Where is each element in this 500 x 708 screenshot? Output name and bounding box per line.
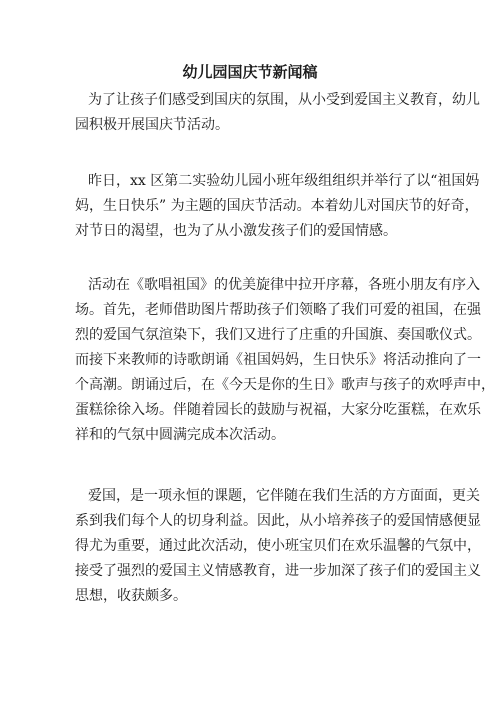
paragraph-line: 系到我们每个人的切身利益。因此，从小培养孩子的爱国情感便显: [75, 513, 481, 529]
paragraph-line: 烈的爱国气氛渲染下，我们又进行了庄重的升国旗、奏国歌仪式。: [75, 327, 481, 343]
paragraph-line: 得尤为重要，通过此次活动，使小班宝贝们在欢乐温馨的气氛中，: [75, 538, 481, 554]
paragraph-line: 而接下来教师的诗歌朗诵《祖国妈妈，生日快乐》将活动推向了一: [75, 352, 481, 368]
paragraph-event: [75, 169, 480, 244]
paragraph-line: 为了让孩子们感受到国庆的氛围，从小受到爱国主义教育，幼儿: [88, 92, 480, 108]
paragraph-line: 思想，收获颇多。: [75, 588, 187, 604]
paragraph-activity: [75, 273, 495, 448]
paragraph-line: 妈，生日快乐” 为主题的国庆节活动。本着幼儿对国庆节的好奇，: [75, 198, 479, 214]
paragraph-line: 昨日，xx 区第二实验幼儿园小班年级组组织并举行了以“祖国妈: [88, 173, 480, 189]
paragraph-line: 爱国，是一项永恒的课题，它伴随在我们生活的方方面面，更关: [88, 488, 480, 504]
paragraph-line: 园积极开展国庆节活动。: [75, 117, 229, 133]
paragraph-line: 场。首先，老师借助图片帮助孩子们领略了我们可爱的祖国，在强: [75, 302, 481, 318]
paragraph-line: 祥和的气氛中圆满完成本次活动。: [75, 427, 285, 443]
paragraph-line: 个高潮。朗诵过后，在《今天是你的生日》歌声与孩子的欢呼声中，: [75, 377, 495, 393]
paragraph-line: 蛋糕徐徐入场。伴随着园长的鼓励与祝福，大家分吃蛋糕，在欢乐: [75, 402, 481, 418]
paragraph-line: 对节日的渴望，也为了从小激发孩子们的爱国情感。: [75, 223, 397, 239]
paragraph-conclusion: [75, 484, 481, 609]
page-title: 幼儿园国庆节新闻稿: [182, 63, 318, 81]
paragraph-intro: [75, 88, 480, 138]
paragraph-line: 接受了强烈的爱国主义情感教育，进一步加深了孩子们的爱国主义: [75, 563, 481, 579]
paragraph-line: 活动在《歌唱祖国》的优美旋律中拉开序幕，各班小朋友有序入: [88, 277, 480, 293]
